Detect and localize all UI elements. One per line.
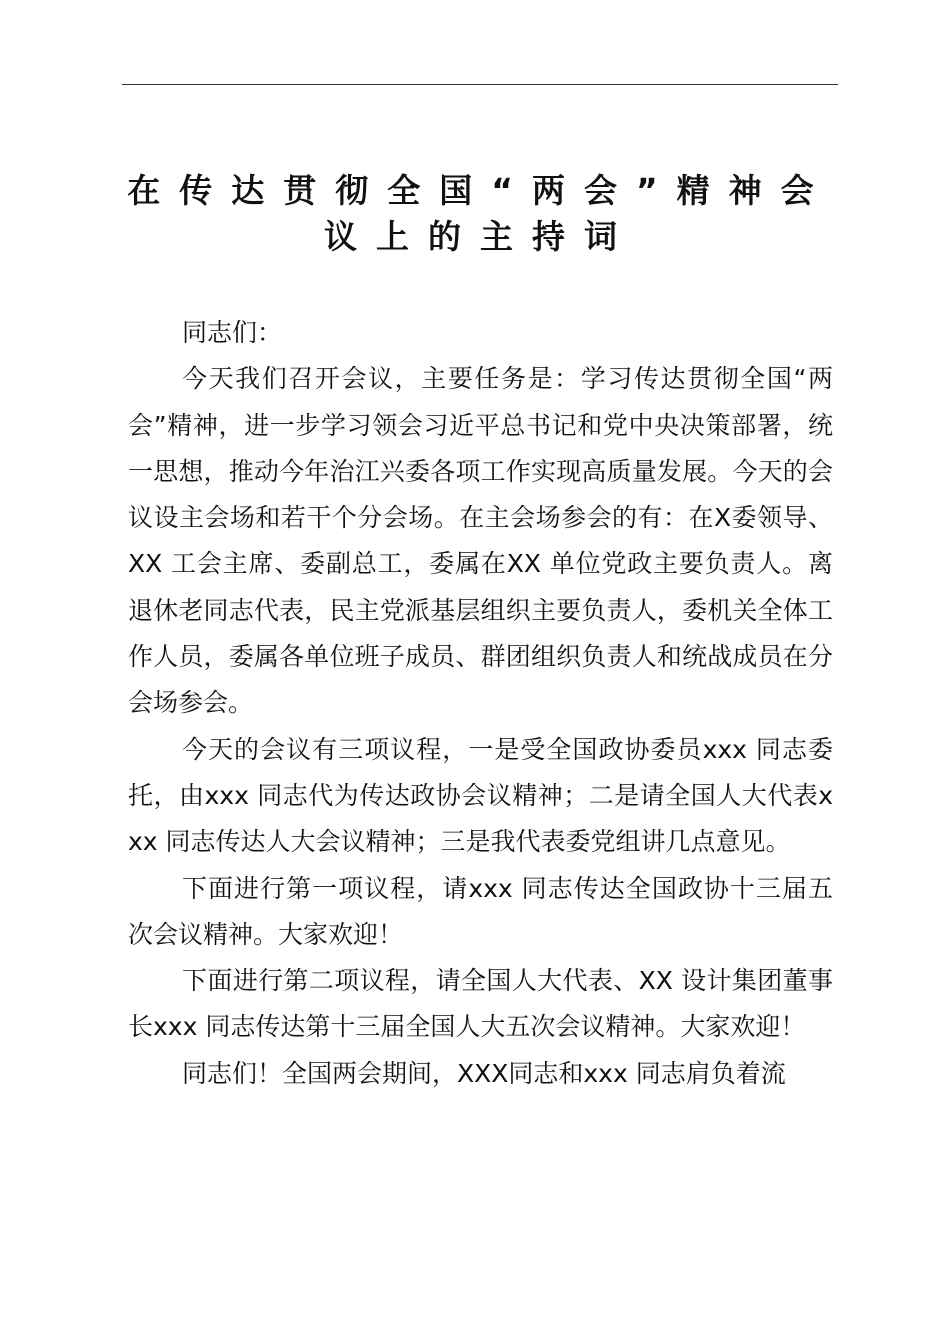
paragraph-3: 下面进行第一项议程，请xxx 同志传达全国政协十三届五次会议精神。大家欢迎！ bbox=[128, 873, 833, 949]
paragraph-2: 今天的会议有三项议程，一是受全国政协委员xxx 同志委托，由xxx 同志代为传达政协会议精神；二是请全国人大代表xxx 同志传达人大会议精神；三是我代表委党组讲几点意见。 bbox=[128, 734, 833, 857]
paragraph-4: 下面进行第二项议程，请全国人大代表、XX 设计集团董事长xxx 同志传达第十三届全国人大五次会议精神。大家欢迎！ bbox=[128, 966, 833, 1042]
header-rule bbox=[122, 84, 838, 85]
title-line-1: 在传达贯彻全国“两会”精神会 bbox=[127, 171, 833, 210]
document-body bbox=[128, 310, 833, 1097]
paragraph-1: 今天我们召开会议，主要任务是：学习传达贯彻全国“两会”精神，进一步学习领会习近平总书记和党中央决策部署，统一思想，推动今年治江兴委各项工作实现高质量发展。今天的会议设主会场和若干个分会场。在主会场参会的有：在X委领导、XX 工会主席、委副总工，委属在XX 单位党政主要负责人。离退休老同志代表，民主党派基层组织主要负责人，委机关全体工作人员，委属各单位班子成员、群团组织负责人和统战成员在分会场参会。 bbox=[128, 364, 833, 718]
greeting: 同志们： bbox=[182, 318, 283, 347]
paragraph-5: 同志们！全国两会期间，XXX同志和xxx 同志肩负着流 bbox=[182, 1058, 786, 1088]
title-line-2: 议上的主持词 bbox=[324, 217, 636, 256]
document-title bbox=[122, 168, 838, 260]
